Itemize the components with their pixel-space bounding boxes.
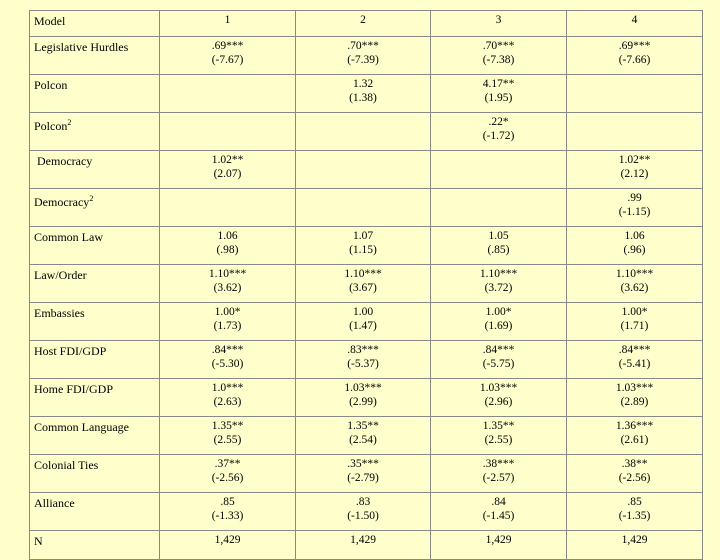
coefficient-value: 1.10*** bbox=[208, 268, 247, 280]
t-statistic: (-1.45) bbox=[482, 510, 515, 522]
row-label-cell bbox=[30, 227, 160, 265]
row-label-cell bbox=[30, 75, 160, 113]
t-statistic: (1.38) bbox=[349, 92, 377, 104]
t-statistic: (1.47) bbox=[349, 320, 377, 332]
coefficient-value: 1.36*** bbox=[615, 420, 654, 432]
t-statistic: (2.63) bbox=[213, 396, 242, 408]
coefficient-cell bbox=[567, 189, 703, 227]
row-label: Common Language bbox=[34, 420, 129, 434]
coefficient-cell bbox=[296, 417, 431, 455]
row-label: Legislative Hurdles bbox=[34, 40, 129, 54]
coefficient-cell bbox=[567, 37, 703, 75]
n-value: 1,429 bbox=[567, 531, 703, 560]
n-value: 1,429 bbox=[160, 531, 296, 560]
table-row bbox=[30, 341, 703, 379]
table-row bbox=[30, 265, 703, 303]
row-label-cell bbox=[30, 417, 160, 455]
coefficient-cell bbox=[160, 189, 296, 227]
table-row bbox=[30, 379, 703, 417]
coefficient-cell bbox=[431, 227, 567, 265]
coefficient-value: .35*** bbox=[347, 458, 379, 470]
t-statistic: (1.69) bbox=[484, 320, 513, 332]
coefficient-value: .99 bbox=[627, 192, 642, 204]
coefficient-value: .85 bbox=[627, 496, 642, 508]
t-statistic: (2.55) bbox=[213, 434, 242, 446]
coefficient-cell bbox=[296, 151, 431, 189]
coefficient-cell bbox=[431, 265, 567, 303]
coefficient-value: .69*** bbox=[618, 40, 651, 52]
header-label: Model bbox=[30, 11, 160, 37]
coefficient-value: .22* bbox=[488, 116, 509, 128]
row-label: Colonial Ties bbox=[34, 458, 99, 472]
coefficient-value: .84 bbox=[491, 496, 506, 508]
row-label-cell bbox=[30, 37, 160, 75]
coefficient-value: 1.03*** bbox=[615, 382, 654, 394]
row-label: Embassies bbox=[34, 306, 85, 320]
coefficient-cell bbox=[296, 113, 431, 151]
row-label-cell bbox=[30, 455, 160, 493]
coefficient-rows bbox=[30, 37, 703, 531]
n-value: 1,429 bbox=[431, 531, 567, 560]
t-statistic: (2.96) bbox=[484, 396, 513, 408]
coefficient-cell bbox=[296, 227, 431, 265]
coefficient-value: 1.07 bbox=[352, 230, 374, 242]
coefficient-value: .69*** bbox=[211, 40, 244, 52]
coefficient-cell bbox=[567, 265, 703, 303]
coefficient-cell bbox=[431, 113, 567, 151]
coefficient-cell bbox=[160, 151, 296, 189]
header-row bbox=[30, 11, 703, 37]
coefficient-value: 1.00* bbox=[214, 306, 241, 318]
coefficient-value: 1.00 bbox=[352, 306, 374, 318]
n-value: 1,429 bbox=[296, 531, 431, 560]
model-header: 3 bbox=[431, 11, 567, 37]
coefficient-value: 1.35** bbox=[347, 420, 379, 432]
coefficient-cell bbox=[296, 37, 431, 75]
t-statistic: (3.72) bbox=[484, 282, 513, 294]
t-statistic: (2.99) bbox=[349, 396, 377, 408]
t-statistic: (-5.41) bbox=[618, 358, 651, 370]
coefficient-cell bbox=[160, 303, 296, 341]
row-label-cell bbox=[30, 379, 160, 417]
coefficient-cell bbox=[296, 341, 431, 379]
coefficient-value: .37** bbox=[214, 458, 241, 470]
coefficient-value: 1.03*** bbox=[479, 382, 518, 394]
coefficient-value: 4.17** bbox=[482, 78, 515, 90]
coefficient-value: .84*** bbox=[618, 344, 651, 356]
row-label-cell bbox=[30, 341, 160, 379]
coefficient-value: 1.10*** bbox=[479, 268, 518, 280]
coefficient-cell bbox=[567, 493, 703, 531]
table-row bbox=[30, 303, 703, 341]
row-label: Law/Order bbox=[34, 268, 87, 282]
coefficient-cell bbox=[431, 417, 567, 455]
t-statistic: (2.55) bbox=[484, 434, 513, 446]
coefficient-cell bbox=[567, 455, 703, 493]
coefficient-value: .84*** bbox=[482, 344, 515, 356]
coefficient-value: 1.0*** bbox=[211, 382, 244, 394]
coefficient-cell bbox=[567, 151, 703, 189]
coefficient-value: .85 bbox=[220, 496, 235, 508]
regression-table bbox=[29, 10, 703, 560]
regression-table-container bbox=[29, 10, 702, 560]
model-header: 2 bbox=[296, 11, 431, 37]
t-statistic: (1.73) bbox=[213, 320, 242, 332]
t-statistic: (-1.72) bbox=[482, 130, 515, 142]
row-label: Home FDI/GDP bbox=[34, 382, 114, 396]
t-statistic: (-7.67) bbox=[211, 54, 244, 66]
coefficient-cell bbox=[296, 265, 431, 303]
row-label: Polcon bbox=[34, 119, 68, 133]
coefficient-cell bbox=[567, 303, 703, 341]
coefficient-value: 1.02** bbox=[618, 154, 651, 166]
row-label-superscript: 2 bbox=[89, 194, 94, 203]
coefficient-value: 1.10*** bbox=[615, 268, 654, 280]
coefficient-cell bbox=[431, 303, 567, 341]
model-header: 1 bbox=[160, 11, 296, 37]
coefficient-cell bbox=[431, 341, 567, 379]
coefficient-cell bbox=[567, 75, 703, 113]
coefficient-value: 1.35** bbox=[211, 420, 244, 432]
coefficient-value: 1.10*** bbox=[344, 268, 382, 280]
coefficient-value: 1.00* bbox=[485, 306, 512, 318]
row-label-cell bbox=[30, 151, 160, 189]
t-statistic: (-1.50) bbox=[347, 510, 379, 522]
coefficient-cell bbox=[160, 493, 296, 531]
t-statistic: (-1.33) bbox=[211, 510, 244, 522]
row-label: Alliance bbox=[34, 496, 75, 510]
t-statistic: (-1.35) bbox=[618, 510, 651, 522]
coefficient-cell bbox=[160, 341, 296, 379]
coefficient-cell bbox=[296, 455, 431, 493]
table-row bbox=[30, 75, 703, 113]
coefficient-cell bbox=[431, 493, 567, 531]
t-statistic: (-2.57) bbox=[482, 472, 515, 484]
t-statistic: (.85) bbox=[487, 244, 510, 256]
coefficient-value: 1.32 bbox=[352, 78, 374, 90]
t-statistic: (2.07) bbox=[213, 168, 242, 180]
row-label: Democracy bbox=[34, 195, 90, 209]
coefficient-cell bbox=[431, 75, 567, 113]
t-statistic: (1.15) bbox=[349, 244, 377, 256]
table-row bbox=[30, 189, 703, 227]
coefficient-cell bbox=[160, 265, 296, 303]
t-statistic: (-2.56) bbox=[211, 472, 244, 484]
t-statistic: (-7.38) bbox=[482, 54, 515, 66]
coefficient-value: 1.02** bbox=[211, 154, 244, 166]
coefficient-value: .83*** bbox=[347, 344, 379, 356]
coefficient-value: 1.06 bbox=[217, 230, 238, 242]
row-label: Host FDI/GDP bbox=[34, 344, 107, 358]
coefficient-cell bbox=[160, 417, 296, 455]
t-statistic: (1.71) bbox=[620, 320, 649, 332]
t-statistic: (3.62) bbox=[213, 282, 242, 294]
coefficient-cell bbox=[431, 379, 567, 417]
t-statistic: (-2.56) bbox=[618, 472, 651, 484]
t-statistic: (2.61) bbox=[620, 434, 649, 446]
row-label-cell bbox=[30, 113, 160, 151]
coefficient-cell bbox=[567, 113, 703, 151]
coefficient-value: .38** bbox=[621, 458, 648, 470]
t-statistic: (2.54) bbox=[349, 434, 377, 446]
t-statistic: (-2.79) bbox=[347, 472, 379, 484]
t-statistic: (2.89) bbox=[620, 396, 649, 408]
table-row bbox=[30, 417, 703, 455]
table-row bbox=[30, 455, 703, 493]
coefficient-value: .84*** bbox=[211, 344, 244, 356]
t-statistic: (-7.66) bbox=[618, 54, 651, 66]
coefficient-cell bbox=[567, 417, 703, 455]
row-label: Common Law bbox=[34, 230, 103, 244]
row-label-cell bbox=[30, 493, 160, 531]
coefficient-cell bbox=[296, 189, 431, 227]
table-row bbox=[30, 113, 703, 151]
coefficient-cell bbox=[567, 379, 703, 417]
coefficient-value: 1.03*** bbox=[344, 382, 382, 394]
t-statistic: (.96) bbox=[623, 244, 646, 256]
coefficient-cell bbox=[431, 189, 567, 227]
coefficient-cell bbox=[567, 227, 703, 265]
table-row bbox=[30, 227, 703, 265]
coefficient-cell bbox=[296, 303, 431, 341]
coefficient-cell bbox=[160, 227, 296, 265]
table-row bbox=[30, 493, 703, 531]
coefficient-value: 1.06 bbox=[624, 230, 645, 242]
coefficient-cell bbox=[296, 493, 431, 531]
t-statistic: (2.12) bbox=[620, 168, 649, 180]
t-statistic: (.98) bbox=[216, 244, 239, 256]
coefficient-cell bbox=[431, 455, 567, 493]
coefficient-cell bbox=[160, 37, 296, 75]
coefficient-value: .83 bbox=[355, 496, 371, 508]
n-row bbox=[30, 531, 703, 560]
coefficient-cell bbox=[296, 75, 431, 113]
t-statistic: (3.62) bbox=[620, 282, 649, 294]
row-label-superscript: 2 bbox=[67, 118, 72, 127]
coefficient-value: 1.05 bbox=[488, 230, 509, 242]
coefficient-value: .70*** bbox=[482, 40, 515, 52]
row-label: Democracy bbox=[34, 154, 93, 168]
coefficient-value: .70*** bbox=[347, 40, 379, 52]
t-statistic: (-1.15) bbox=[618, 206, 651, 218]
coefficient-cell bbox=[431, 37, 567, 75]
t-statistic: (1.95) bbox=[484, 92, 513, 104]
coefficient-value: .38*** bbox=[482, 458, 515, 470]
row-label-cell bbox=[30, 303, 160, 341]
coefficient-cell bbox=[296, 379, 431, 417]
coefficient-value: 1.35** bbox=[482, 420, 515, 432]
table-row bbox=[30, 151, 703, 189]
coefficient-cell bbox=[160, 379, 296, 417]
t-statistic: (-7.39) bbox=[347, 54, 379, 66]
row-label: Polcon bbox=[34, 78, 68, 92]
coefficient-cell bbox=[567, 341, 703, 379]
t-statistic: (-5.75) bbox=[482, 358, 515, 370]
coefficient-cell bbox=[160, 455, 296, 493]
table-row bbox=[30, 37, 703, 75]
t-statistic: (3.67) bbox=[349, 282, 377, 294]
t-statistic: (-5.37) bbox=[347, 358, 379, 370]
t-statistic: (-5.30) bbox=[211, 358, 244, 370]
coefficient-cell bbox=[160, 113, 296, 151]
row-label: N bbox=[30, 531, 160, 560]
coefficient-value: 1.00* bbox=[621, 306, 648, 318]
coefficient-cell bbox=[160, 75, 296, 113]
row-label-cell bbox=[30, 189, 160, 227]
coefficient-cell bbox=[431, 151, 567, 189]
model-header: 4 bbox=[567, 11, 703, 37]
row-label-cell bbox=[30, 265, 160, 303]
